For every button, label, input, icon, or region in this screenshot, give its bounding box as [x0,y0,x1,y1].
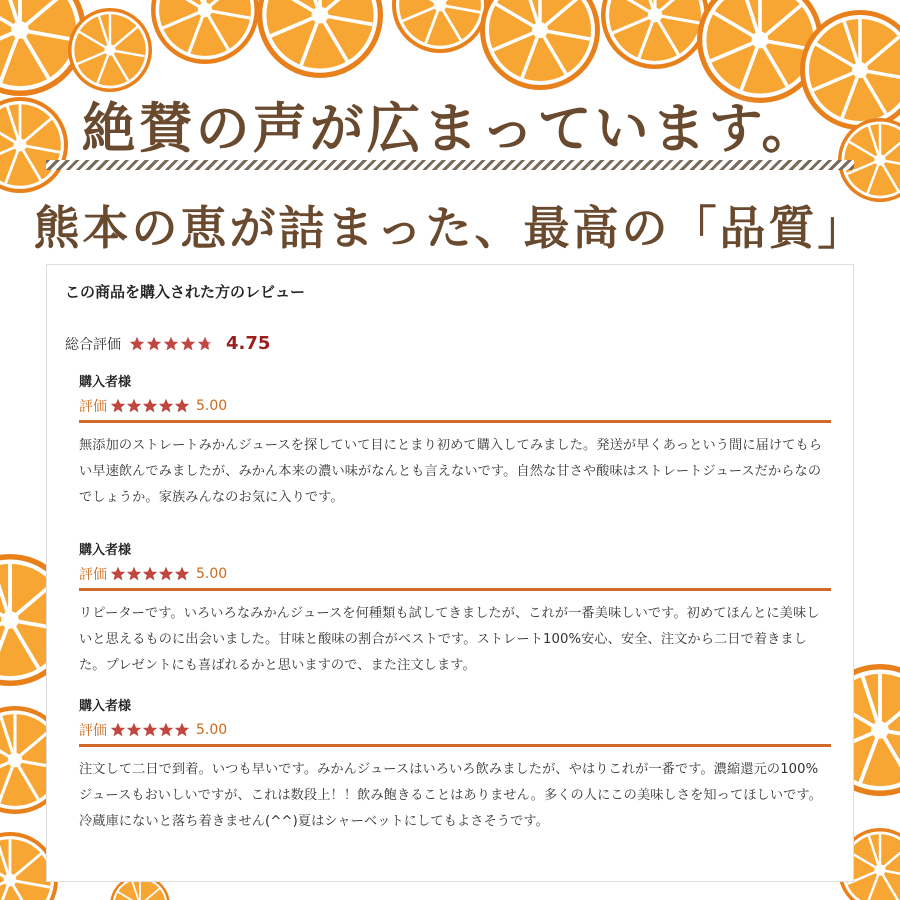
star-icon [174,566,190,582]
overall-score: 4.75 [226,333,271,354]
review-stars [110,398,190,414]
review-stars [110,566,190,582]
star-icon [158,722,174,738]
rating-value: 5.00 [196,398,228,414]
star-icon [110,722,126,738]
star-icon [158,566,174,582]
review-item [79,695,831,835]
reviewer-name: 購入者様 [79,375,132,390]
star-icon [142,566,158,582]
star-icon [129,336,145,352]
review-panel [46,264,854,882]
review-rating [79,720,831,740]
rating-underline [79,588,831,591]
star-icon [126,398,142,414]
star-icon [163,336,179,352]
reviewer-name: 購入者様 [79,543,132,558]
star-icon [126,722,142,738]
rating-value: 5.00 [196,722,228,738]
rating-value: 5.00 [196,566,228,582]
star-icon [110,566,126,582]
review-rating [79,396,831,416]
rating-underline [79,420,831,423]
rating-label: 評価 [79,399,107,415]
review-panel-title: この商品を購入された方のレビュー [65,283,306,301]
review-stars [110,722,190,738]
star-icon [174,398,190,414]
star-icon [142,398,158,414]
star-icon [110,398,126,414]
overall-stars [129,336,214,352]
headline-quality: 熊本の恵が詰まった、最高の「品質」 [33,201,867,255]
star-icon [180,336,196,352]
overall-rating [65,333,270,354]
star-icon [142,722,158,738]
review-rating [79,564,831,584]
star-icon [146,336,162,352]
review-item [79,539,831,679]
rating-label: 評価 [79,567,107,583]
star-icon [158,398,174,414]
headline-praise: 絶賛の声が広まっています。 [81,97,819,160]
review-text: リピーターです。いろいろなみかんジュースを何種類も試してきましたが、これが一番美味しいです。初めてほんとに美味しいと思えるものに出会いました。甘味と酸味の割合がベストです。ストレート100%安心、安全、注文から二日で着きました。プレゼントにも喜ばれるかと思いますので、また注文します。 [79,606,820,673]
partial-star-icon [197,336,213,352]
rating-underline [79,744,831,747]
review-text: 無添加のストレートみかんジュースを探していて目にとまり初めて購入してみました。発送が早くあっという間に届けてもらい早速飲んでみましたが、みかん本来の濃い味がなんとも言えないです。自然な甘さや酸味はストレートジュースだからなのでしょうか。家族みんなのお気に入りです。 [79,438,823,505]
overall-rating-label: 総合評価 [65,336,121,353]
review-item [79,371,831,511]
star-icon [174,722,190,738]
review-text: 注文して二日で到着。いつも早いです。みかんジュースはいろいろ飲みましたが、やはりこれが一番です。濃縮還元の100%ジュースもおいしいですが、これは数段上！！飲み飽きることはありません。多くの人にこの美味しさを知ってほしいです。冷蔵庫にないと落ち着きません(^^)夏はシャーベットにしてもよさそうです。 [79,762,822,829]
rating-label: 評価 [79,723,107,739]
star-icon [126,566,142,582]
reviewer-name: 購入者様 [79,699,132,714]
